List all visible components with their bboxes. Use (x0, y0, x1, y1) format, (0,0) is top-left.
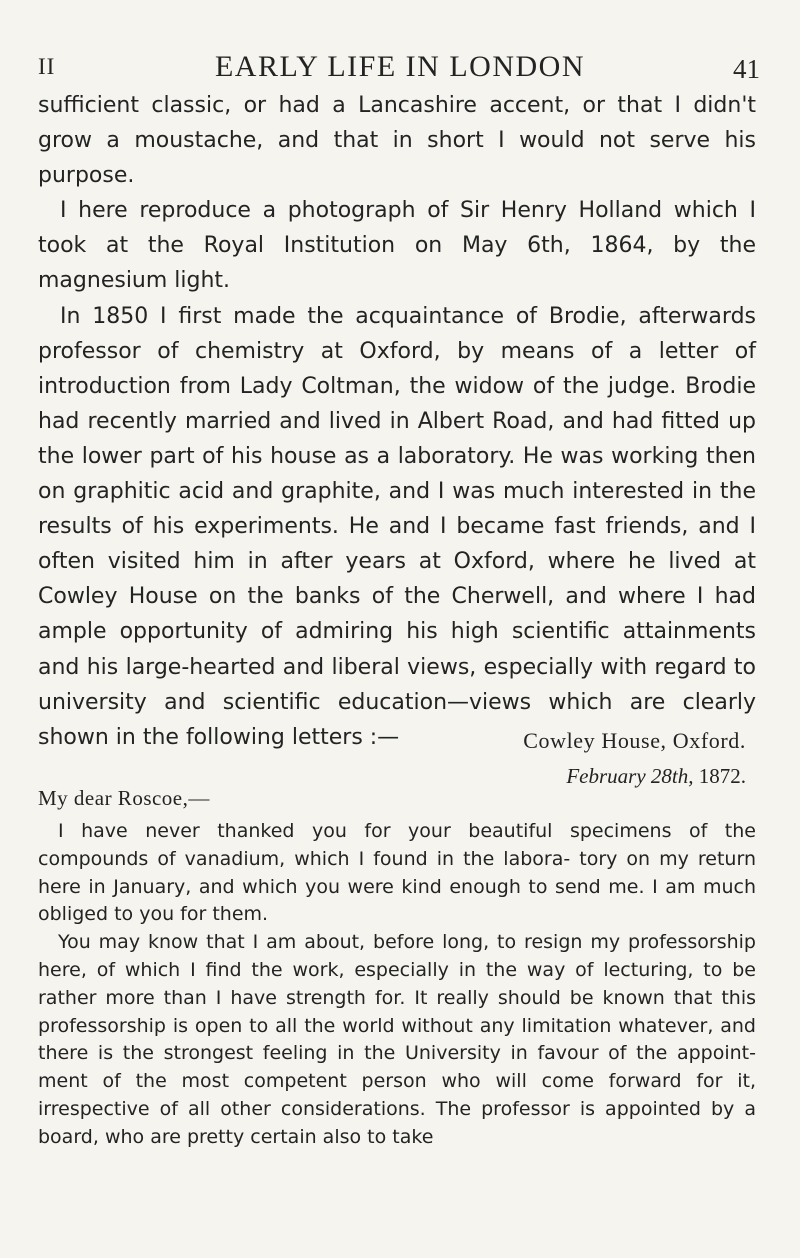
letter-date-day: February 28th, (566, 764, 694, 788)
paragraph-brodie: In 1850 I first made the acquaintance of Brodie, afterwards professor of chemistry at Oxford, by means of a letter of introduction from Lady Coltman, the widow of the judge. Brodie had recently married and lived in Albert Road, and had fitted up the lower part of his house as a laboratory. He was working then on graphitic acid and graphite, and I was much interested in the results of his experiments. He and I became fast friends, and I often visited him in after years at Oxford, where he lived at Cowley House on the banks of the Cherwell, and where I had ample opportunity of admiring his high scientific attainments and his large-hearted and liberal views, especially with regard to university and scientific education—views which are clearly shown in the following letters :— (38, 303, 756, 750)
paragraph-continuation: sufficient classic, or had a Lancashire accent, or that I didn't grow a moustache, and that in short I would not serve his purpose. (38, 93, 756, 189)
letter-date (566, 764, 746, 789)
letter-date-year: 1872. (698, 764, 746, 788)
running-title: EARLY LIFE IN LONDON (214, 50, 585, 83)
letter-paragraph-1: I have never thanked you for your beautiful specimens of the compounds of vanadium, which I found in the labora- tory on my return here in January, and which you were kind enough to send me. I am much obliged to you for them. (38, 820, 756, 926)
letter-salutation: My dear Roscoe,— (38, 786, 210, 810)
chapter-numeral: II (38, 54, 56, 79)
letter-paragraph-2: You may know that I am about, before long, to resign my professorship here, of which I find the work, especially in the way of lecturing, to be rather more than I have strength for. It really should be known that this professorship is open to all the world without any limitation whatever, and there is the strongest feeling in the University in favour of the appoint- ment of the most competent person who will come forward for it, irrespective of all other considerations. The professor is appointed by a board, who are pretty certain also to take (38, 931, 756, 1148)
paragraph-photograph: I here reproduce a photograph of Sir Henry Holland which I took at the Royal Institution on May 6th, 1864, by the magnesium light. (38, 198, 756, 294)
letter-body (38, 818, 756, 1152)
letter-address: Cowley House, Oxford. (523, 728, 746, 753)
page-header (0, 40, 800, 84)
body-text (38, 88, 756, 755)
page-number: 41 (733, 54, 760, 84)
